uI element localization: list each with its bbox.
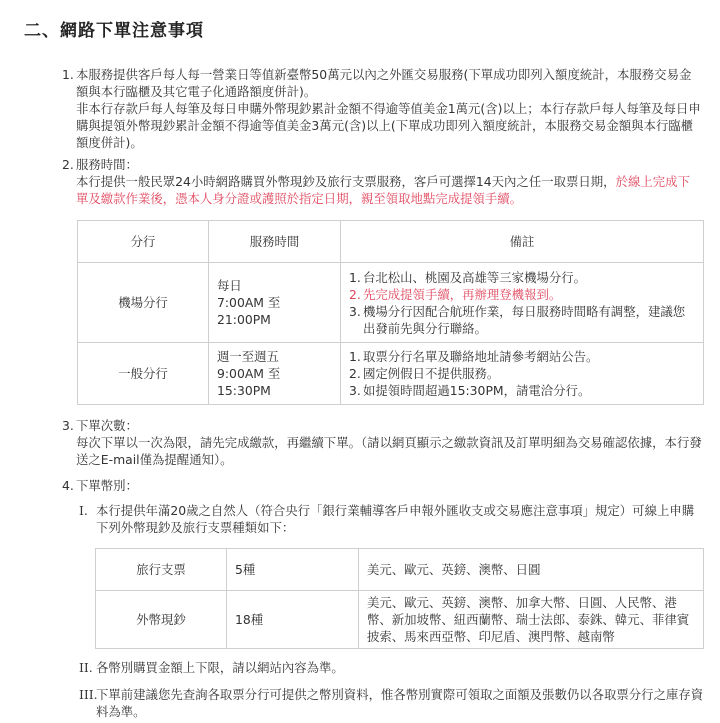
branch-name: 機場分行 — [78, 263, 209, 343]
item-2-body-highlight: 於線上完成下單及繳款作業後，憑本人身分證或護照於指定日期，親至領取地點完成提領手續。 — [76, 174, 690, 206]
currency-subitem-2 — [79, 659, 704, 676]
note-item — [349, 303, 691, 337]
currency-count: 5種 — [227, 549, 359, 591]
item-1-paragraph-1: 本服務提供客戶每人每一營業日等值新臺幣50萬元以內之外匯交易服務(下單成功即列入額度統計，本服務交易金額與本行臨櫃及其它電子化通路額度併計)。 — [76, 67, 692, 99]
currency-list: 美元、歐元、英鎊、澳幣、日圓 — [359, 549, 704, 591]
note-item — [349, 348, 691, 365]
branch-notes — [341, 343, 704, 405]
note-number: 3. — [349, 303, 361, 319]
notice-item-3 — [62, 417, 702, 468]
header-hours: 服務時間 — [209, 221, 341, 263]
roman-number: I. — [79, 503, 88, 518]
item-1-paragraph-2: 非本行存款戶每人每筆及每日申購外幣現鈔累計金額不得逾等值美金1萬元(含)以上；本行存款戶每人每筆及每日申購與提領外幣現鈔累計金額不得逾等值美金3萬元(含)以上(下單成功即列入額度統計，本服務交易金額與本行臨櫃額度併計)。 — [76, 101, 701, 150]
note-number: 3. — [349, 383, 361, 398]
item-3-body: 每次下單以一次為限，請先完成繳款，再繼續下單。（請以網頁顯示之繳款資訊及訂單明細為交易確認依據，本行發送之E-mail僅為提醒通知）。 — [76, 435, 702, 467]
note-item — [349, 286, 691, 303]
currency-subitem-1 — [79, 502, 704, 536]
note-item — [349, 269, 691, 286]
notice-item-4 — [62, 477, 702, 494]
item-number: 4. — [62, 478, 74, 493]
service-time-line: 21:00PM — [217, 312, 271, 327]
table-row — [78, 343, 704, 405]
branch-notes — [341, 263, 704, 343]
table-row — [78, 263, 704, 343]
note-text: 國定例假日不提供服務。 — [363, 366, 500, 381]
note-text: 如提領時間超過15:30PM，請電洽分行。 — [363, 383, 591, 398]
header-branch: 分行 — [78, 221, 209, 263]
note-item — [349, 382, 691, 399]
product-type: 旅行支票 — [96, 549, 227, 591]
item-2-body — [76, 173, 702, 207]
service-time — [209, 343, 341, 405]
service-time-line: 週一至週五 — [217, 349, 279, 364]
subitem-text: 本行提供年滿20歲之自然人（符合央行「銀行業輔導客戶申報外匯收支或交易應注意事項」規定）可線上申購下列外幣現鈔及旅行支票種類如下： — [96, 503, 695, 535]
roman-number: II. — [79, 660, 93, 675]
branch-name: 一般分行 — [78, 343, 209, 405]
item-2-body-text: 本行提供一般民眾24小時網路購買外幣現鈔及旅行支票服務，客戶可選擇14天內之任一取票日期， — [76, 174, 616, 189]
service-time-line: 每日 — [217, 278, 242, 293]
currency-count: 18種 — [227, 591, 359, 649]
notice-item-2 — [62, 156, 702, 207]
note-number: 1. — [349, 349, 361, 364]
subitem-text: 下單前建議您先查詢各取票分行可提供之幣別資料，惟各幣別實際可領取之面額及張數仍以各取票分行之庫存資料為準。 — [96, 687, 704, 719]
service-time-line: 15:30PM — [217, 383, 271, 398]
item-number: 1. — [62, 67, 74, 82]
note-text: 取票分行名單及聯絡地址請參考網站公告。 — [363, 349, 599, 364]
item-number: 3. — [62, 418, 74, 433]
note-number: 2. — [349, 366, 361, 381]
item-number: 2. — [62, 157, 74, 172]
service-time-line: 7:00AM 至 — [217, 295, 281, 310]
currency-table — [95, 548, 704, 649]
currency-list: 美元、歐元、英鎊、澳幣、加拿大幣、日圓、人民幣、港幣、新加坡幣、紐西蘭幣、瑞士法郎、泰銖、韓元、菲律賓披索、馬來西亞幣、印尼盾、澳門幣、越南幣 — [359, 591, 704, 649]
table-row — [96, 591, 704, 649]
section-title: 二、網路下單注意事項 — [24, 21, 204, 41]
item-2-label: 服務時間： — [76, 157, 138, 172]
roman-number: III. — [79, 687, 98, 702]
item-3-label: 下單次數： — [76, 418, 138, 433]
note-text: 機場分行因配合航班作業，每日服務時間略有調整，建議您出發前先與分行聯絡。 — [363, 303, 686, 336]
note-number: 1. — [349, 269, 361, 285]
note-item — [349, 365, 691, 382]
product-type: 外幣現鈔 — [96, 591, 227, 649]
note-text: 先完成提領手續，再辦理登機報到。 — [363, 286, 562, 302]
item-4-label: 下單幣別： — [76, 478, 138, 493]
header-notes: 備註 — [341, 221, 704, 263]
note-number: 2. — [349, 286, 361, 302]
table-row — [96, 549, 704, 591]
table-header-row — [78, 221, 704, 263]
subitem-text: 各幣別購買金額上下限，請以網站內容為準。 — [96, 660, 344, 675]
notice-item-1 — [62, 66, 702, 151]
service-time — [209, 263, 341, 343]
service-hours-table — [77, 220, 704, 405]
note-text: 台北松山、桃園及高雄等三家機場分行。 — [363, 269, 587, 285]
currency-subitem-3 — [79, 686, 704, 720]
service-time-line: 9:00AM 至 — [217, 366, 281, 381]
